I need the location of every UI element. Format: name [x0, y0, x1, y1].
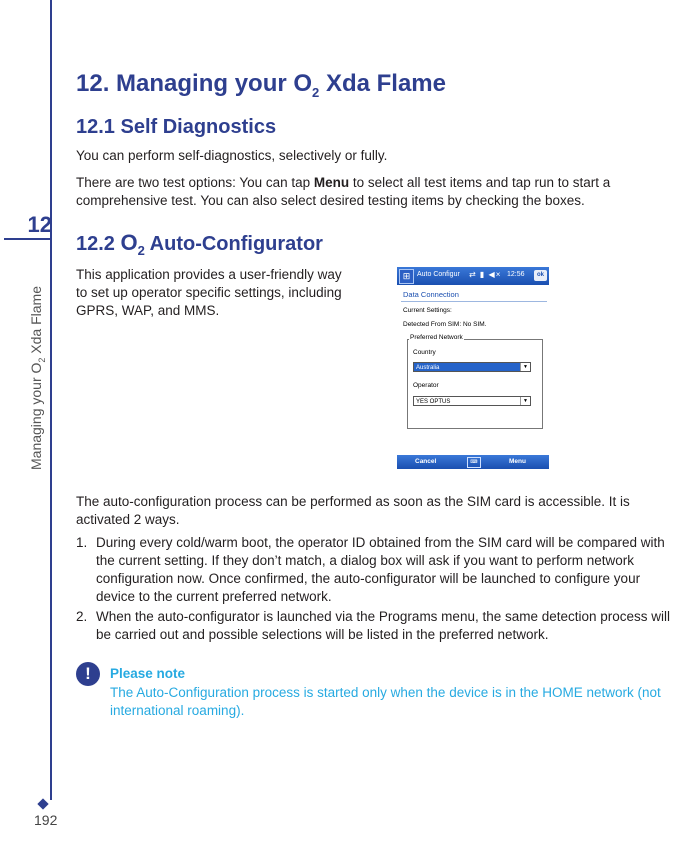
diamond-marker-icon — [37, 798, 48, 809]
note-body: The Auto-Configuration process is started only when the device is in the HOME network (not international roaming). — [110, 685, 661, 718]
section-heading-auto-configurator: 12.2 $O_2$ Auto-Configurator — [76, 230, 323, 258]
operator-label: Operator — [413, 382, 439, 389]
operator-select[interactable]: YES OPTUS ▼ — [413, 396, 531, 406]
note-title: Please note — [110, 666, 186, 681]
phone-screen-header: Data Connection — [403, 290, 459, 299]
page-number: 192 — [34, 812, 58, 828]
chapter-number: 12 — [27, 212, 52, 237]
cancel-softkey[interactable]: Cancel — [415, 458, 437, 465]
menu-softkey[interactable]: Menu — [509, 458, 526, 465]
phone-app-title: Auto Configur — [417, 271, 460, 278]
country-label: Country — [413, 349, 436, 356]
section-heading-self-diagnostics: 12.1 Self Diagnostics — [76, 116, 277, 138]
status-icons: ⇄ ▮ ◀× — [469, 270, 502, 279]
preferred-network-legend: Preferred Network — [410, 334, 463, 341]
exclamation-icon: ! — [76, 662, 100, 686]
running-title: Managing your $O_2$ Xda Flame — [28, 285, 47, 470]
device-screenshot — [397, 267, 550, 471]
margin-rule — [50, 0, 52, 800]
auto-configuration-process-text: The auto-configuration process can be performed as soon as the SIM card is accessible. It is activated 2 ways. — [76, 494, 630, 527]
page-title: 12. Managing your $O_2$ Xda Flame — [76, 70, 446, 100]
activation-steps-list — [76, 534, 679, 646]
auto-configurator-intro: This application provides a user-friendly way to set up operator specific settings, including GPRS, WAP, and MMS. — [76, 267, 342, 318]
detected-from-sim-text: Detected From SIM: No SIM. — [403, 321, 487, 328]
phone-title-bar — [397, 267, 549, 285]
keyboard-icon[interactable]: ⌨ — [467, 457, 481, 468]
phone-clock: 12:56 — [507, 271, 525, 278]
self-diagnostics-intro: You can perform self-diagnostics, selectively or fully. — [76, 148, 388, 163]
chevron-down-icon: ▼ — [520, 363, 530, 371]
list-item: 2. When the auto-configurator is launched via the Programs menu, the same detection process will be carried out and possible selections will be listed in the preferred network. — [76, 609, 671, 642]
phone-menu-bar — [397, 455, 549, 469]
ok-button[interactable]: ok — [534, 270, 547, 281]
windows-start-icon[interactable]: ⊞ — [399, 269, 414, 284]
chevron-down-icon: ▼ — [520, 397, 530, 405]
header-divider — [401, 301, 547, 302]
self-diagnostics-body: There are two test options: You can tap Menu to select all test items and tap run to start a comprehensive test. You can also select desired testing items by checking the boxes. — [76, 175, 611, 208]
list-item: 1. During every cold/warm boot, the operator ID obtained from the SIM card will be compared with the current setting. If they don’t match, a dialog box will ask if you want to perform network configuration now. Once confirmed, the auto-configurator will be launched to configure your device to the current preferred network. — [76, 535, 665, 604]
country-select[interactable]: Australia ▼ — [413, 362, 531, 372]
current-settings-label: Current Settings: — [403, 307, 452, 314]
chapter-divider — [4, 238, 52, 240]
